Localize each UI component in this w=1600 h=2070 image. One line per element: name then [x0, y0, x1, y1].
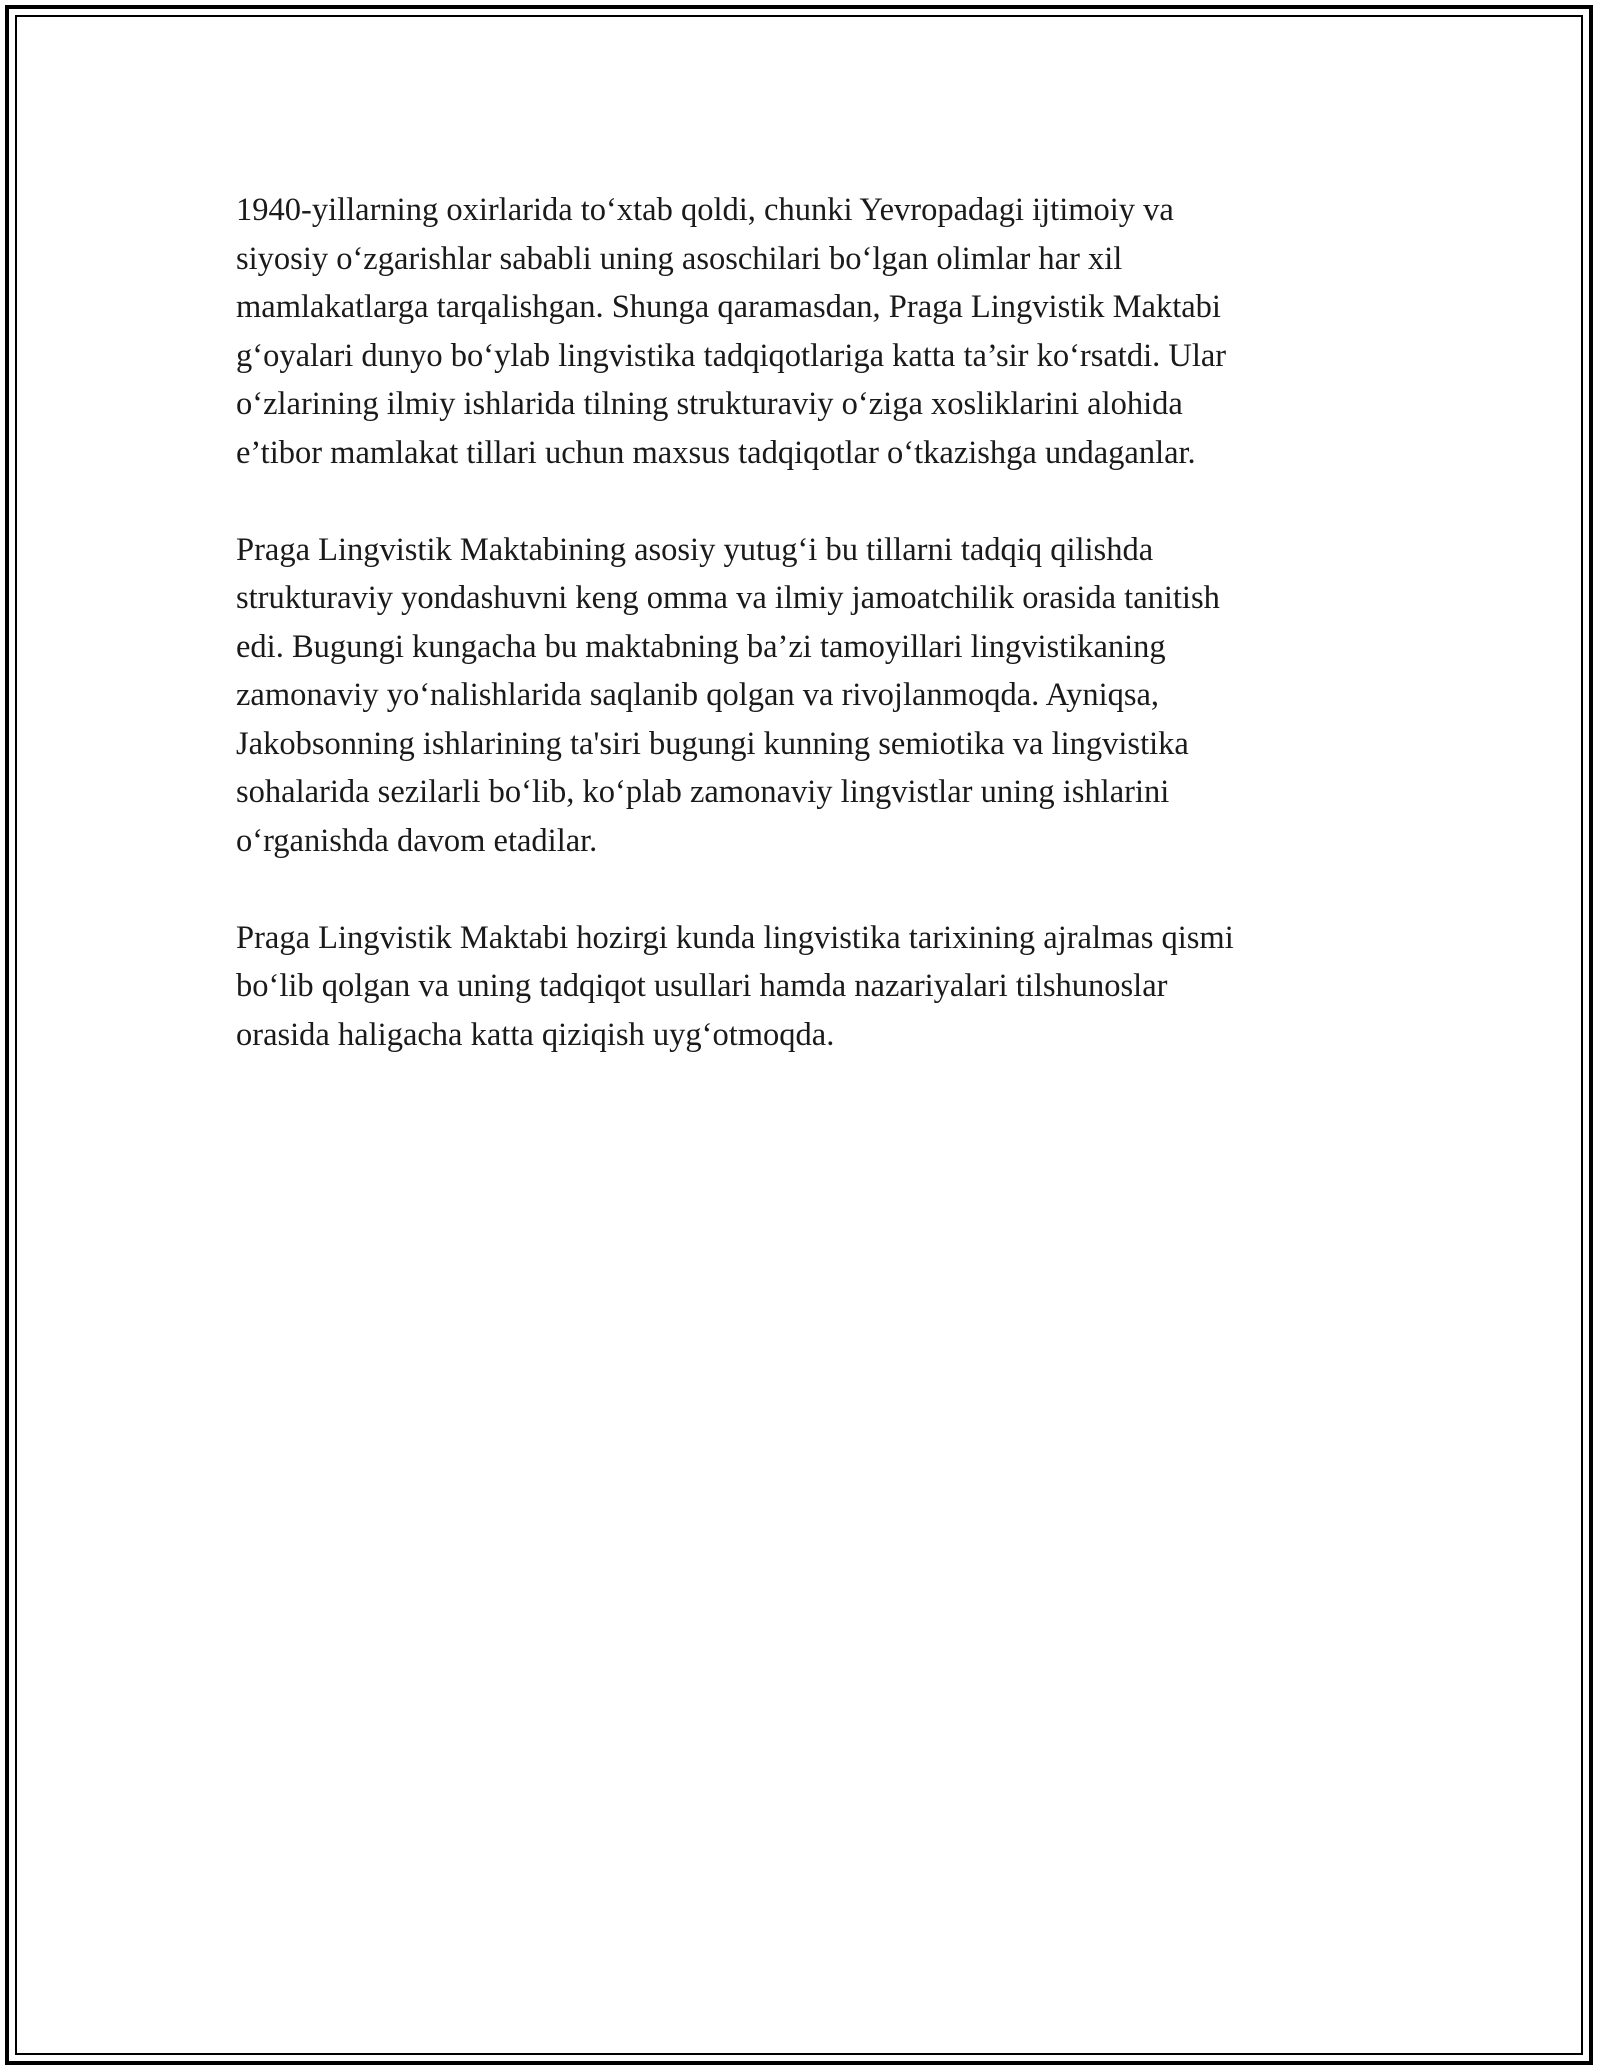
- paragraph-line: e’tibor mamlakat tillari uchun maxsus tadqiqotlar o‘tkazishga undaganlar.: [236, 434, 1196, 471]
- paragraph-2: [236, 526, 1366, 866]
- paragraph-line: 1940-yillarning oxirlarida to‘xtab qoldi, chunki Yevropadagi ijtimoiy va: [236, 192, 1174, 228]
- paragraph-line: orasida haligacha katta qiziqish uyg‘otmoqda.: [236, 1016, 835, 1053]
- paragraph-line: g‘oyalari dunyo bo‘ylab lingvistika tadqiqotlariga katta ta’sir ko‘rsatdi. Ular: [236, 337, 1227, 374]
- paragraph-line: o‘rganishda davom etadilar.: [236, 822, 598, 859]
- paragraph-line: Jakobsonning ishlarining ta'siri bugungi kunning semiotika va lingvistika: [236, 725, 1189, 762]
- paragraph-3: [236, 914, 1366, 1060]
- paragraph-line: zamonaviy yo‘nalishlarida saqlanib qolgan va rivojlanmoqda. Ayniqsa,: [236, 677, 1160, 713]
- paragraph-1: [236, 186, 1366, 477]
- paragraph-line: Praga Lingvistik Maktabining asosiy yutug‘i bu tillarni tadqiq qilishda: [236, 531, 1154, 568]
- paragraph-line: strukturaviy yondashuvni keng omma va ilmiy jamoatchilik orasida tanitish: [236, 580, 1220, 616]
- document-body: [236, 186, 1366, 1108]
- paragraph-line: o‘zlarining ilmiy ishlarida tilning strukturaviy o‘ziga xosliklarini alohida: [236, 386, 1183, 422]
- paragraph-line: edi. Bugungi kungacha bu maktabning ba’zi tamoyillari lingvistikaning: [236, 628, 1166, 665]
- paragraph-line: bo‘lib qolgan va uning tadqiqot usullari hamda nazariyalari tilshunoslar: [236, 968, 1168, 1004]
- paragraph-line: sohalarida sezilarli bo‘lib, ko‘plab zamonaviy lingvistlar uning ishlarini: [236, 774, 1170, 810]
- paragraph-line: siyosiy o‘zgarishlar sababli uning asoschilari bo‘lgan olimlar har xil: [236, 240, 1123, 277]
- paragraph-line: Praga Lingvistik Maktabi hozirgi kunda lingvistika tarixining ajralmas qismi: [236, 919, 1234, 956]
- paragraph-line: mamlakatlarga tarqalishgan. Shunga qaramasdan, Praga Lingvistik Maktabi: [236, 289, 1221, 325]
